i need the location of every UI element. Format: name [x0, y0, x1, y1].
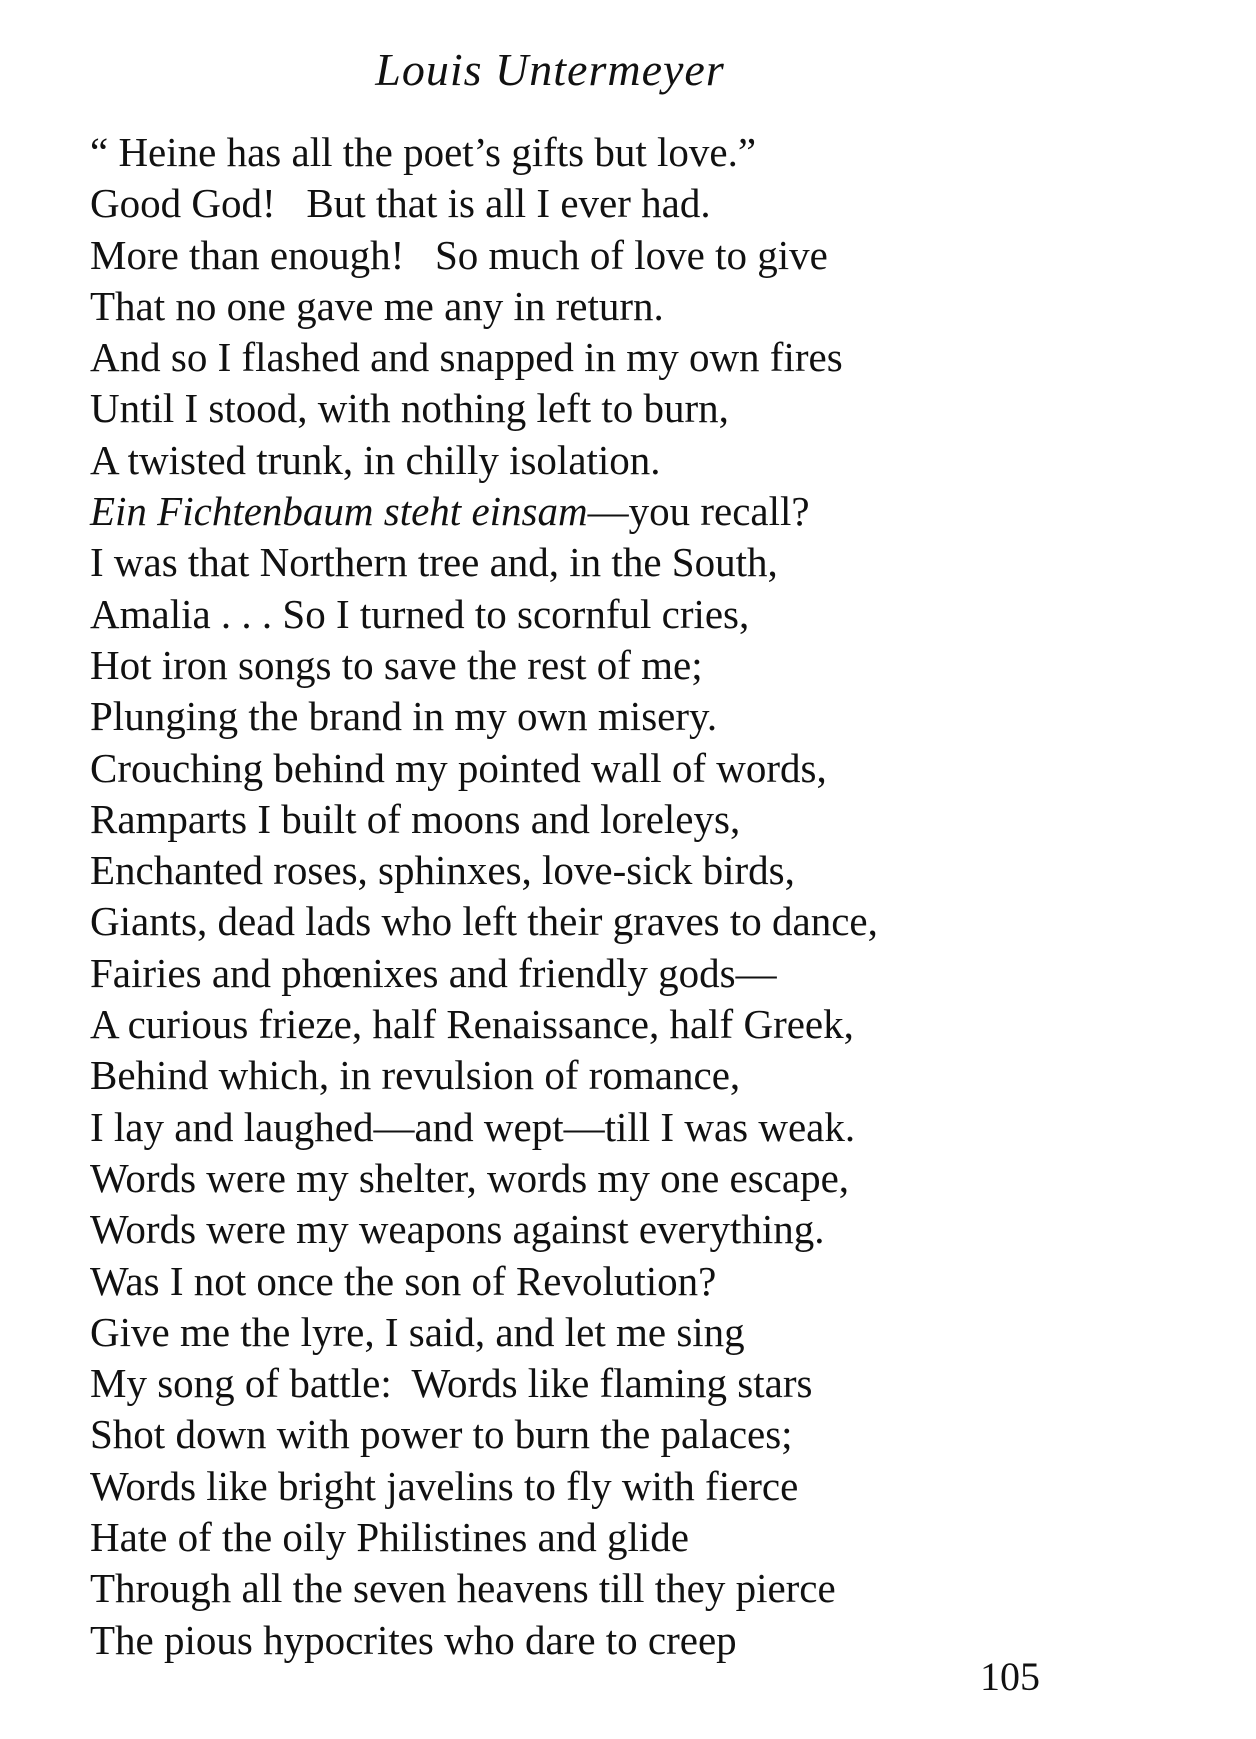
poem-line: Plunging the brand in my own misery.	[90, 693, 718, 740]
poem-line: And so I flashed and snapped in my own fires	[90, 334, 843, 381]
poem-text	[90, 127, 1190, 1666]
poem-line: Until I stood, with nothing left to burn,	[90, 385, 729, 432]
poem-line-mixed	[90, 486, 1190, 537]
poem-line: “ Heine has all the poet’s gifts but love.”	[90, 129, 757, 175]
page-number: 105	[980, 1654, 1040, 1699]
poem-line: Through all the seven heavens till they pierce	[90, 1565, 836, 1612]
poem-line: That no one gave me any in return.	[90, 282, 664, 329]
poem-line: Give me the lyre, I said, and let me sing	[90, 1308, 745, 1355]
poem-line: A curious frieze, half Renaissance, half Greek,	[90, 1001, 854, 1048]
poem-line: Amalia . . . So I turned to scornful cries,	[90, 590, 750, 637]
poem-line: Words like bright javelins to fly with fierce	[90, 1462, 799, 1509]
poem-line: More than enough! So much of love to give	[90, 231, 828, 278]
german-quote: Ein Fichtenbaum steht einsam	[90, 488, 588, 535]
poem-line: Behind which, in revulsion of romance,	[90, 1052, 741, 1099]
poem-line: Crouching behind my pointed wall of words,	[90, 744, 827, 791]
poem-line: Shot down with power to burn the palaces;	[90, 1411, 793, 1458]
poem-line: I was that Northern tree and, in the South,	[90, 539, 778, 586]
poem-line: Was I not once the son of Revolution?	[90, 1257, 717, 1304]
poem-line: I lay and laughed—and wept—till I was weak.	[90, 1103, 856, 1150]
poem-line-rest: —you recall?	[587, 488, 810, 535]
poem-line: The pious hypocrites who dare to creep	[90, 1616, 737, 1663]
poem-line: Hate of the oily Philistines and glide	[90, 1514, 689, 1561]
running-head: Louis Untermeyer	[375, 44, 725, 95]
poem-line: My song of battle: Words like flaming stars	[90, 1360, 813, 1407]
poem-line: Good God! But that is all I ever had.	[90, 180, 711, 227]
poem-line: Giants, dead lads who left their graves to dance,	[90, 898, 878, 945]
poem-line: A twisted trunk, in chilly isolation.	[90, 436, 661, 483]
poem-line: Hot iron songs to save the rest of me;	[90, 641, 703, 688]
poem-line: Fairies and phœnixes and friendly gods—	[90, 949, 777, 996]
poem-line: Enchanted roses, sphinxes, love-sick birds,	[90, 847, 795, 894]
poem-line: Words were my shelter, words my one escape,	[90, 1154, 850, 1201]
poem-line: Ramparts I built of moons and loreleys,	[90, 795, 741, 842]
poem-line: Words were my weapons against everything.	[90, 1206, 825, 1253]
